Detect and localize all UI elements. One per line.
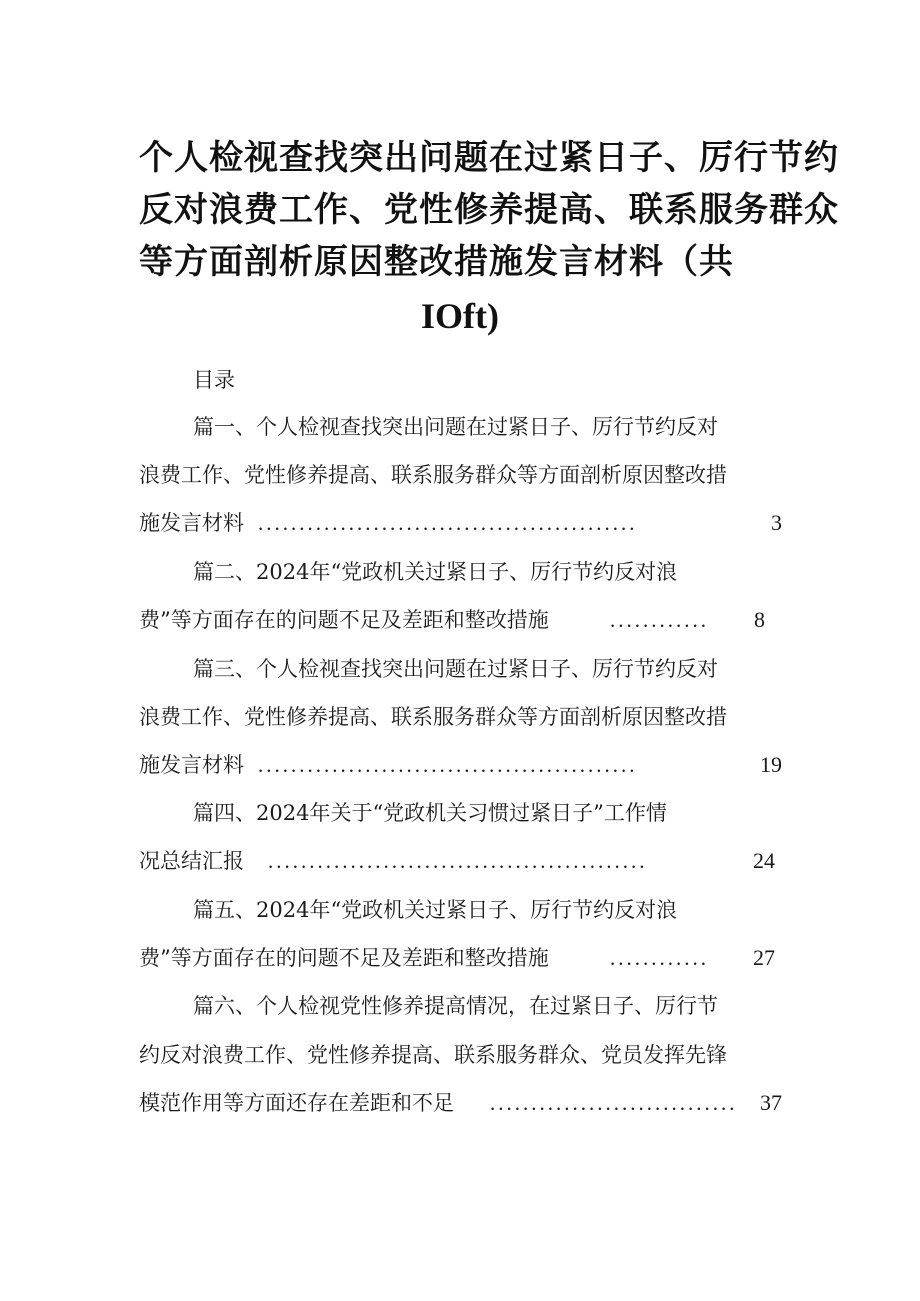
toc-page-number: 27 xyxy=(753,945,775,970)
toc-entry-line: 况总结汇报 xyxy=(139,849,244,873)
toc-entry-line: 篇一、个人检视查找突出问题在过紧日子、厉行节约反对 xyxy=(193,415,718,439)
toc-leader-dots: .............................................. xyxy=(258,753,638,777)
title-line: 个人检视查找突出问题在过紧日子、厉行节约 xyxy=(139,138,839,178)
title-line: 反对浪费工作、党性修养提高、联系服务群众 xyxy=(139,190,839,230)
toc-entry-line: 篇六、个人检视党性修养提高情况，在过紧日子、厉行节 xyxy=(193,994,718,1018)
toc-entry-line: 施发言材料 xyxy=(139,753,244,777)
toc-entry-line: 浪费工作、党性修养提高、联系服务群众等方面剖析原因整改措 xyxy=(139,705,727,729)
toc-entry-line: 篇三、个人检视查找突出问题在过紧日子、厉行节约反对 xyxy=(193,657,718,681)
toc-leader-dots: .............................. xyxy=(490,1091,738,1115)
toc-entry-line: 篇二、2024年“党政机关过紧日子、厉行节约反对浪 xyxy=(193,560,678,584)
toc-entry-line: 模范作用等方面还存在差距和不足 xyxy=(139,1091,454,1115)
toc-entry-line: 篇四、2024年关于“党政机关习惯过紧日子”工作情 xyxy=(193,801,667,825)
toc-entry-line: 约反对浪费工作、党性修养提高、联系服务群众、党员发挥先锋 xyxy=(139,1043,727,1067)
toc-leader-dots: .............................................. xyxy=(258,511,638,535)
title-line: 等方面剖析原因整改措施发言材料（共 xyxy=(139,242,734,282)
toc-page-number: 24 xyxy=(753,848,775,873)
toc-entry-line: 浪费工作、党性修养提高、联系服务群众等方面剖析原因整改措 xyxy=(139,463,727,487)
toc-heading: 目录 xyxy=(193,368,235,392)
toc-entry-line: 篇五、2024年“党政机关过紧日子、厉行节约反对浪 xyxy=(193,898,678,922)
toc-page-number: 19 xyxy=(760,752,782,777)
toc-leader-dots: ............ xyxy=(610,946,709,970)
toc-page-number: 8 xyxy=(754,607,765,632)
toc-entry-line: 费”等方面存在的问题不足及差距和整改措施 xyxy=(139,608,549,632)
toc-leader-dots: .............................................. xyxy=(268,849,648,873)
toc-page-number: 37 xyxy=(760,1090,782,1115)
toc-entry-line: 费”等方面存在的问题不足及差距和整改措施 xyxy=(139,946,549,970)
toc-leader-dots: ............ xyxy=(610,608,709,632)
toc-entry-line: 施发言材料 xyxy=(139,511,244,535)
title-continuation: IOft) xyxy=(421,296,499,336)
toc-page-number: 3 xyxy=(771,510,782,535)
